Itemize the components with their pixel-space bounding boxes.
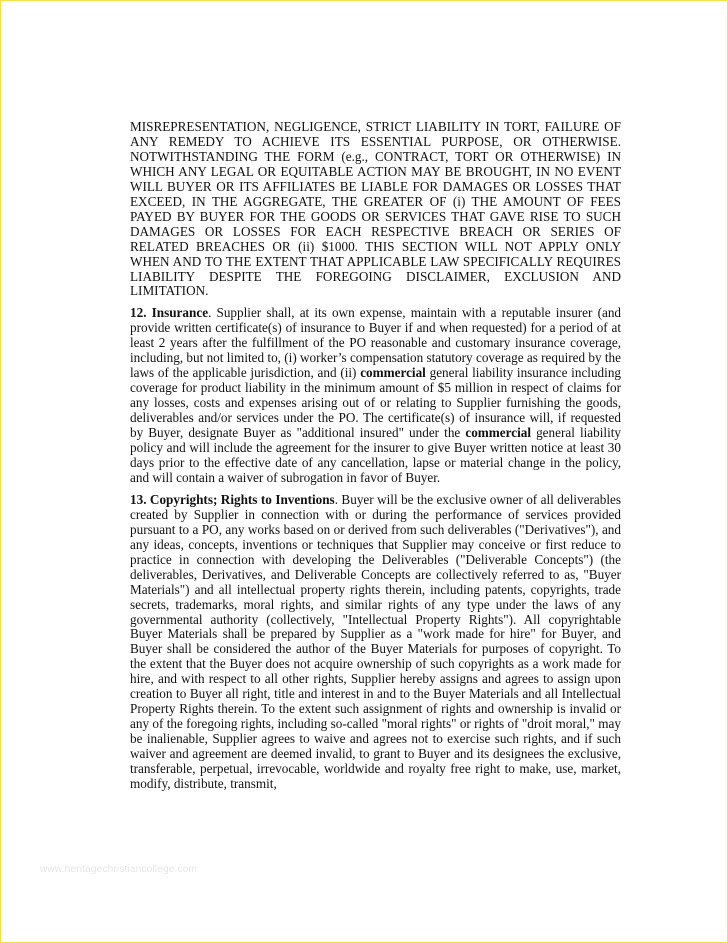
copyrights-paragraph: [130, 493, 621, 792]
insurance-heading: 12. Insurance: [130, 305, 209, 321]
copyrights-text: . Buyer will be the exclusive owner of all deliverables created by Supplier in connection with or during the performance of services provided pursuant to a PO, any works based on or derived from such deliverables ("Derivatives"), and any ideas, concepts, inventions or techniques that Supplier may conceive or first reduce to practice in connection with developing the Deliverables ("Deliverable Concepts") (the deliverables, Derivatives, and Deliverable Concepts are collectively referred to as, "Buyer Materials") and all intellectual property rights therein, including patents, copyrights, trade secrets, trademarks, moral rights, and similar rights of any type under the laws of any governmental authority (collectively, "Intellectual Property Rights"). All copyrightable Buyer Materials shall be prepared by Supplier as a "work made for hire" for Buyer, and Buyer shall be considered the author of the Buyer Materials for purposes of copyright. To the extent that the Buyer does not acquire ownership of such copyrights as a work made for hire, and with respect to all other rights, Supplier hereby assigns and agrees to assign upon creation to Buyer all right, title and interest in and to the Buyer Materials and all Intellectual Property Rights therein. To the extent such assignment of rights and ownership is invalid or any of the foregoing rights, including so-called "moral rights" or rights of "droit moral," may be inalienable, Supplier agrees to waive and agrees not to exercise such rights, and if such waiver and agreement are deemed invalid, to grant to Buyer and its designees the exclusive, transferable, perpetual, irrevocable, worldwide and royalty free right to make, use, market, modify, distribute, transmit,: [130, 491, 621, 791]
disclaimer-paragraph: [130, 120, 621, 299]
copyrights-heading: 13. Copyrights; Rights to Inventions: [130, 491, 335, 507]
insurance-bold-commercial-2: commercial: [465, 425, 532, 441]
insurance-paragraph: [130, 306, 621, 485]
document-body: [130, 120, 621, 799]
disclaimer-text: MISREPRESENTATION, NEGLIGENCE, STRICT LIABILITY IN TORT, FAILURE OF ANY REMEDY TO ACHIEVE ITS ESSENTIAL PURPOSE, OR OTHERWISE. NOTWITHSTANDING THE FORM (e.g., CONTRACT, TORT OR OTHERWISE) IN WHICH ANY LEGAL OR EQUITABLE ACTION MAY BE BROUGHT, IN NO EVENT WILL BUYER OR ITS AFFILIATES BE LIABLE FOR DAMAGES OR LOSSES THAT EXCEED, IN THE AGGREGATE, THE GREATER OF (i) THE AMOUNT OF FEES PAYED BY BUYER FOR THE GOODS OR SERVICES THAT GAVE RISE TO SUCH DAMAGES OR LOSSES FOR EACH RESPECTIVE BREACH OR SERIES OF RELATED BREACHES OR (ii) $1000. THIS SECTION WILL NOT APPLY ONLY WHEN AND TO THE EXTENT THAT APPLICABLE LAW SPECIFICALLY REQUIRES LIABILITY DESPITE THE FOREGOING DISCLAIMER, EXCLUSION AND LIMITATION.: [130, 119, 621, 299]
watermark: www.heritagechristiancollege.com: [40, 864, 198, 875]
insurance-text-3: general liability policy and will include the agreement for the insurer to give Buyer written notice at least 30 days prior to the effective date of any cancellation, lapse or material change in the policy, and will contain a waiver of subrogation in favor of Buyer.: [130, 425, 621, 485]
insurance-text-2: general liability insurance including coverage for product liability in the minimum amount of $5 million in respect of claims for any losses, costs and expenses arising out of or relating to Supplier furnishing the goods, deliverables and/or services under the PO. The certificate(s) of insurance will, if requested by Buyer, designate Buyer as "additional insured" under the: [130, 365, 622, 441]
insurance-text-1: . Supplier shall, at its own expense, maintain with a reputable insurer (and provide written certificate(s) of insurance to Buyer if and when requested) for a period of at least 2 years after the fulfillment of the PO reasonable and customary insurance coverage, including, but not limited to, (i) worker’s compensation statutory coverage as required by the laws of the applicable jurisdiction, and (ii): [130, 305, 622, 381]
insurance-bold-commercial-1: commercial: [360, 365, 426, 381]
